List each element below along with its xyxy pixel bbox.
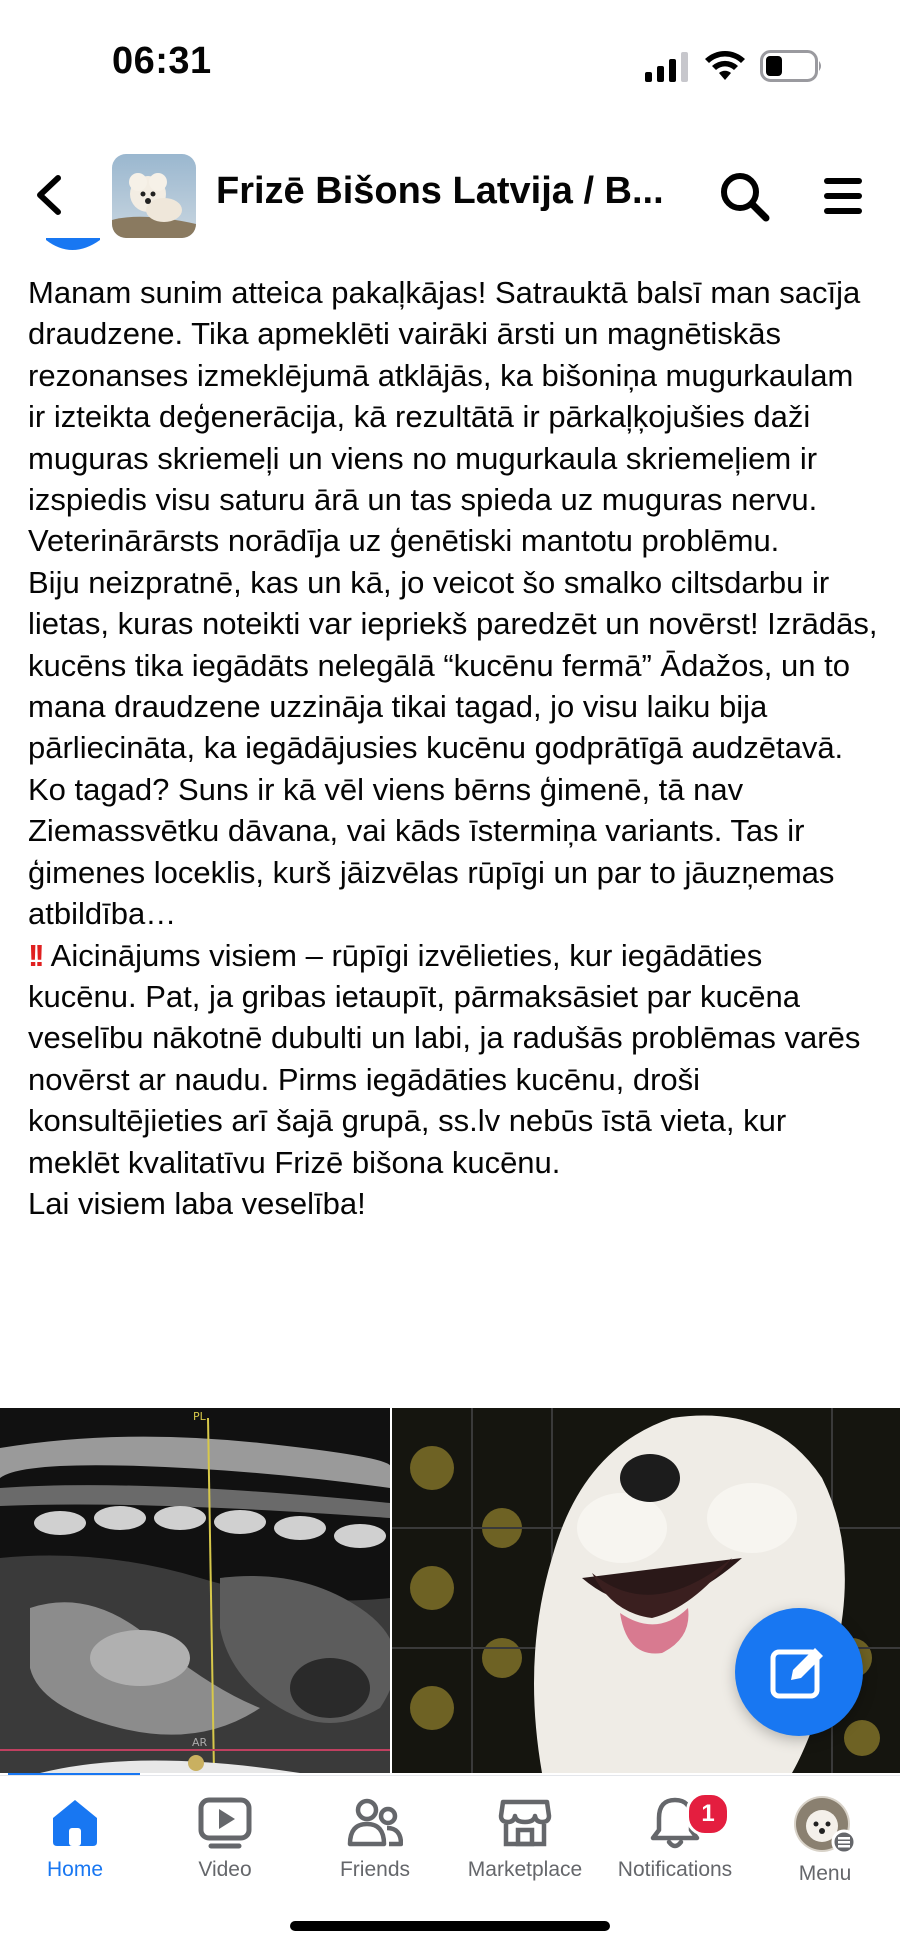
tab-notifications[interactable]: [600, 1794, 750, 1904]
hamburger-menu-icon[interactable]: [822, 174, 864, 218]
mri-label-bottom: AR: [192, 1736, 208, 1749]
post-paragraph: Manam sunim atteica pakaļkājas! Satrauktā balsī man sacīja draudzene. Tika apmeklēti vairāki ārsti un magnētiskās rezonanses izmeklējumā atklājās, ka bišoniņa mugurkaulam ir izteikta deģenerācija, kā rezultātā ir pārkaļķojušies daži muguras skriemeļi un viens no mugurkaula skriemeļiem ir izspiedis visu saturu ārā un tas spieda uz muguras nervu. Veterinārārsts norādīja uz ģenētiski mantotu problēmu.: [28, 275, 861, 559]
back-arrow-icon[interactable]: [30, 172, 70, 218]
group-header: [0, 140, 900, 250]
battery-icon: [760, 50, 824, 82]
home-indicator: [290, 1921, 610, 1931]
tab-marketplace[interactable]: [450, 1794, 600, 1904]
post-paragraph: Biju neizpratnē, kas un kā, jo veicot šo smalko ciltsdarbu ir lietas, kuras noteikti var iepriekš paredzēt un novērst! Izrādās, kucēns tika iegādāts nelegālā “kucēnu fermā” Ādažos, un to mana draudzene uzzināja tikai tagad, jo visu laiku bija pārliecināta, ka iegādājusies kucēnu godprātīgā audzētavā.: [28, 564, 878, 766]
double-exclamation-icon: !!: [28, 937, 41, 973]
warning-text: Aicinājums visiem – rūpīgi izvēlieties, kur iegādāties kucēnu. Pat, ja gribas ietaupīt, pārmaksāsiet par kucēna veselību nākotnē dubulti un labi, ja radušās problēmas varēs novērst ar naudu. Pirms iegādāties kucēnu, droši konsultējieties arī šajā grupā, ss.lv nebūs īstā vieta, kur meklēt kvalitatīvu Frizē bišona kucēnu.: [28, 937, 861, 1180]
mri-scan-image[interactable]: [0, 1408, 390, 1773]
tab-home-label: Home: [46, 1858, 104, 1881]
post-closing: Lai visiem laba veselība!: [28, 1185, 366, 1221]
tab-menu-label: Menu: [798, 1862, 852, 1885]
tab-home[interactable]: [0, 1794, 150, 1904]
tab-notifications-label: Notifications: [617, 1858, 733, 1881]
profile-avatar: [794, 1794, 856, 1854]
tab-marketplace-label: Marketplace: [467, 1858, 583, 1881]
friends-icon: [347, 1794, 403, 1850]
group-title[interactable]: Frizē Bišons Latvija / B...: [216, 170, 664, 212]
search-icon[interactable]: [718, 170, 772, 224]
home-icon: [47, 1794, 103, 1850]
tab-menu[interactable]: [750, 1794, 900, 1904]
post-body: [28, 272, 878, 1224]
compose-post-button[interactable]: [735, 1608, 863, 1736]
post-paragraph: Ko tagad? Suns ir kā vēl viens bērns ģimenē, tā nav Ziemassvētku dāvana, vai kāds īstermiņa variants. Tas ir ģimenes loceklis, kurš jāizvēlas rūpīgi un par to jāuzņemas atbildība…: [28, 771, 835, 932]
notifications-badge: 1: [686, 1792, 730, 1836]
edit-icon: [767, 1640, 831, 1704]
author-avatar-partial: [44, 238, 104, 256]
video-icon: [197, 1794, 253, 1850]
group-avatar[interactable]: [112, 154, 196, 238]
status-bar: [0, 0, 900, 130]
marketplace-icon: [497, 1794, 553, 1850]
tab-friends-label: Friends: [339, 1858, 411, 1881]
cellular-signal-icon: [645, 52, 689, 82]
tab-video[interactable]: [150, 1794, 300, 1904]
tab-video-label: Video: [198, 1858, 252, 1881]
post-warning-paragraph: [28, 935, 878, 1183]
status-time: 06:31: [112, 40, 212, 82]
mri-label-top: PL: [193, 1410, 206, 1423]
tab-friends[interactable]: [300, 1794, 450, 1904]
wifi-icon: [704, 48, 746, 82]
